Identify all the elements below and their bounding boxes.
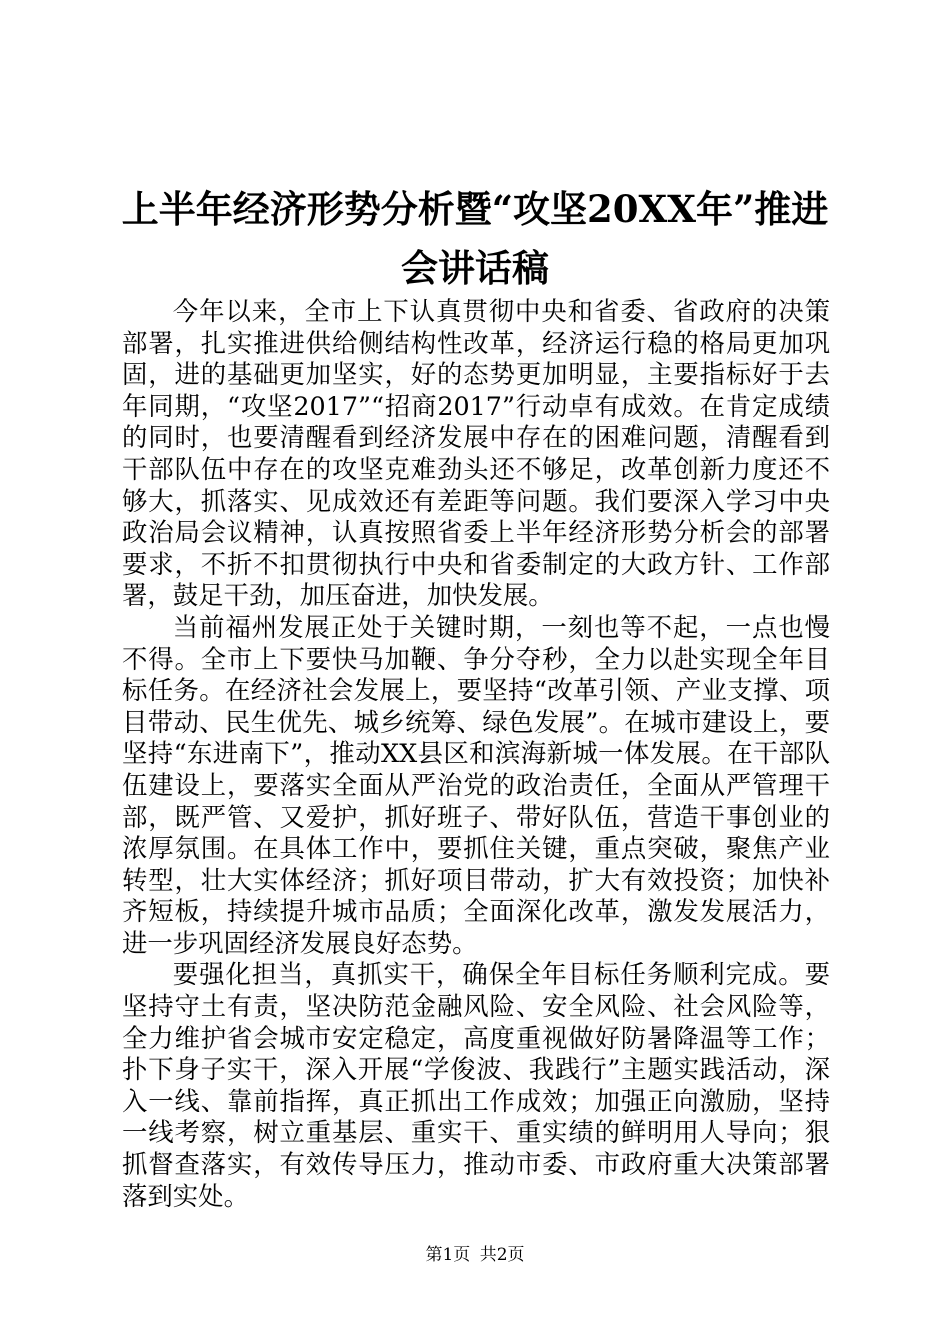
document-body (122, 296, 830, 1212)
paragraph-2: 当前福州发展正处于关键时期，一刻也等不起，一点也慢不得。全市上下要快马加鞭、争分夺秒，全力以赴实现全年目标任务。在经济社会发展上，要坚持“改革引领、产业支撑、项目带动、民生优先、城乡统筹、绿色发展”。在城市建设上，要坚持“东进南下”，推动XX县区和滨海新城一体发展。在干部队伍建设上，要落实全面从严治党的政治责任，全面从严管理干部，既严管、又爱护，抓好班子、带好队伍，营造干事创业的浓厚氛围。在具体工作中，要抓住关键，重点突破，聚焦产业转型，壮大实体经济；抓好项目带动，扩大有效投资；加快补齐短板，持续提升城市品质；全面深化改革，激发发展活力，进一步巩固经济发展良好态势。 (122, 611, 830, 958)
page-footer: 第1页 共2页 (425, 1245, 525, 1265)
paragraph-3: 要强化担当，真抓实干，确保全年目标任务顺利完成。要坚持守土有责，坚决防范金融风险、安全风险、社会风险等，全力维护省会城市安定稳定，高度重视做好防暑降温等工作；扑下身子实干，深入开展“学俊波、我践行”主题实践活动，深入一线、靠前指挥，真正抓出工作成效；加强正向激励，坚持一线考察，树立重基层、重实干、重实绩的鲜明用人导向；狠抓督查落实，有效传导压力，推动市委、市政府重大决策部署落到实处。 (122, 959, 830, 1211)
paragraph-1: 今年以来，全市上下认真贯彻中央和省委、省政府的决策部署，扎实推进供给侧结构性改革，经济运行稳的格局更加巩固，进的基础更加坚实，好的态势更加明显，主要指标好于去年同期，“攻坚2017”“招商2017”行动卓有成效。在肯定成绩的同时，也要清醒看到经济发展中存在的困难问题，清醒看到干部队伍中存在的攻坚克难劲头还不够足，改革创新力度还不够大，抓落实、见成效还有差距等问题。我们要深入学习中央政治局会议精神，认真按照省委上半年经济形势分析会的部署要求，不折不扣贯彻执行中央和省委制定的大政方针、工作部署，鼓足干劲，加压奋进，加快发展。 (122, 296, 830, 611)
document-title: 上半年经济形势分析暨“攻坚20XX年”推进会讲话稿 (121, 187, 829, 290)
